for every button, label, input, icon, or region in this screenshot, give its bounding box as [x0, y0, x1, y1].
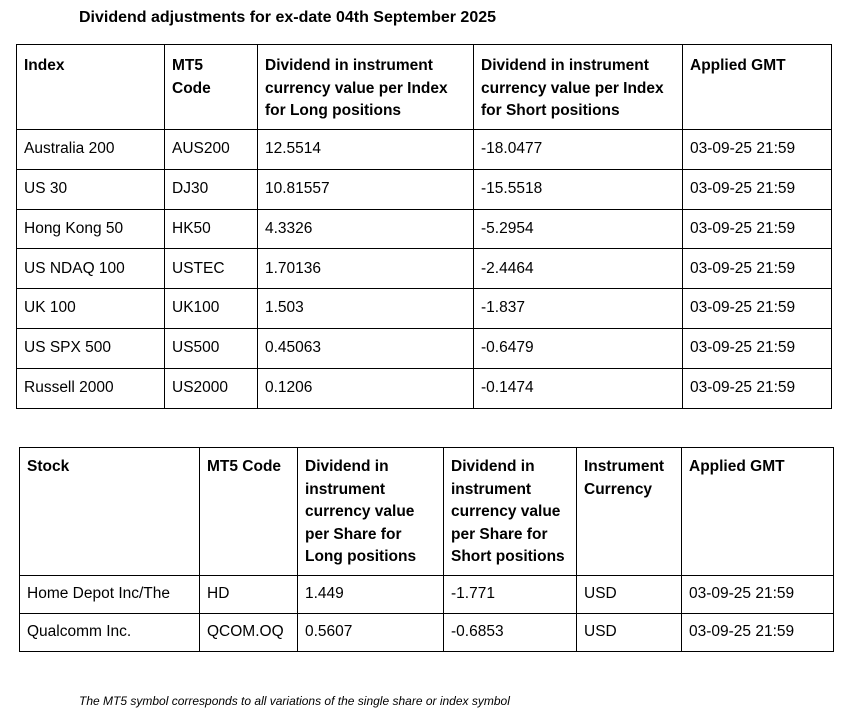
table-cell: 0.5607	[298, 614, 444, 652]
table-cell: USTEC	[165, 249, 258, 289]
table-cell: US500	[165, 328, 258, 368]
table-cell: US2000	[165, 368, 258, 408]
column-header-line: for Long positions	[265, 102, 402, 119]
table-cell: UK 100	[17, 289, 165, 329]
column-header-line: instrument	[305, 480, 386, 498]
table-cell: -1.771	[444, 576, 577, 614]
table-cell: HD	[200, 576, 298, 614]
table-cell: US NDAQ 100	[17, 249, 165, 289]
stock-dividend-table	[19, 447, 834, 652]
table-row	[20, 614, 834, 652]
table-cell: 4.3326	[258, 209, 474, 249]
column-header-line: Applied GMT	[689, 458, 785, 475]
column-header	[20, 448, 200, 576]
index-table-header-row	[17, 45, 832, 130]
table-row	[17, 289, 832, 329]
column-header-line: currency value per Index	[265, 79, 448, 97]
column-header	[577, 448, 682, 576]
table-cell: USD	[577, 576, 682, 614]
table-cell: -0.6479	[474, 328, 683, 368]
column-header-line: Long positions	[305, 548, 417, 565]
table-cell: 03-09-25 21:59	[682, 576, 834, 614]
table-cell: US SPX 500	[17, 328, 165, 368]
table-cell: Home Depot Inc/The	[20, 576, 200, 614]
table-cell: USD	[577, 614, 682, 652]
table-cell: UK100	[165, 289, 258, 329]
table-cell: Australia 200	[17, 130, 165, 170]
table-cell: Russell 2000	[17, 368, 165, 408]
table-cell: AUS200	[165, 130, 258, 170]
table-cell: 0.45063	[258, 328, 474, 368]
table-cell: -5.2954	[474, 209, 683, 249]
column-header	[200, 448, 298, 576]
column-header-line: Dividend in instrument	[481, 57, 649, 74]
index-table-body	[17, 130, 832, 409]
table-cell: 1.503	[258, 289, 474, 329]
column-header-line: Stock	[27, 458, 70, 475]
table-cell: 12.5514	[258, 130, 474, 170]
column-header-line: MT5 Code	[207, 458, 282, 475]
column-header-line: Applied GMT	[690, 57, 786, 74]
table-row	[17, 328, 832, 368]
table-cell: US 30	[17, 169, 165, 209]
column-header-line: Short positions	[451, 548, 565, 565]
table-cell: Qualcomm Inc.	[20, 614, 200, 652]
table-cell: 03-09-25 21:59	[683, 328, 832, 368]
index-dividend-table	[16, 44, 832, 409]
table-cell: 10.81557	[258, 169, 474, 209]
table-cell: -2.4464	[474, 249, 683, 289]
footnote: The MT5 symbol corresponds to all variations of the single share or index symbol	[79, 694, 510, 708]
column-header-line: Index	[24, 57, 65, 74]
table-cell: -15.5518	[474, 169, 683, 209]
table-cell: 03-09-25 21:59	[683, 169, 832, 209]
column-header-line: Dividend in instrument	[265, 57, 433, 74]
table-cell: 03-09-25 21:59	[683, 249, 832, 289]
table-cell: 03-09-25 21:59	[682, 614, 834, 652]
table-cell: -0.6853	[444, 614, 577, 652]
table-cell: QCOM.OQ	[200, 614, 298, 652]
table-cell: -18.0477	[474, 130, 683, 170]
column-header	[165, 45, 258, 130]
table-row	[17, 169, 832, 209]
table-row	[20, 576, 834, 614]
table-cell: 03-09-25 21:59	[683, 209, 832, 249]
table-cell: 0.1206	[258, 368, 474, 408]
table-cell: 03-09-25 21:59	[683, 368, 832, 408]
table-row	[17, 249, 832, 289]
column-header-line: Currency	[584, 480, 653, 498]
table-cell: -0.1474	[474, 368, 683, 408]
table-cell: DJ30	[165, 169, 258, 209]
column-header	[682, 448, 834, 576]
column-header-line: currency value per Index	[481, 79, 664, 97]
column-header-line: per Share for	[305, 525, 402, 543]
table-row	[17, 130, 832, 170]
column-header	[474, 45, 683, 130]
table-cell: HK50	[165, 209, 258, 249]
table-cell: 1.70136	[258, 249, 474, 289]
column-header-line: MT5	[172, 57, 203, 74]
table-cell: 03-09-25 21:59	[683, 289, 832, 329]
table-cell: -1.837	[474, 289, 683, 329]
page-title: Dividend adjustments for ex-date 04th September 2025	[79, 9, 497, 26]
table-cell: 03-09-25 21:59	[683, 130, 832, 170]
column-header-line: currency value	[305, 503, 415, 520]
column-header-line: per Share for	[451, 525, 548, 543]
column-header-line: currency value	[451, 503, 561, 520]
column-header	[258, 45, 474, 130]
table-cell: 1.449	[298, 576, 444, 614]
table-cell: Hong Kong 50	[17, 209, 165, 249]
stock-table-header-row	[20, 448, 834, 576]
table-row	[17, 368, 832, 408]
column-header-line: instrument	[451, 480, 532, 498]
table-row	[17, 209, 832, 249]
column-header	[444, 448, 577, 576]
column-header	[683, 45, 832, 130]
stock-table-body	[20, 576, 834, 652]
column-header	[298, 448, 444, 576]
column-header-line: Dividend in	[451, 458, 535, 475]
column-header-line: Instrument	[584, 458, 665, 475]
column-header	[17, 45, 165, 130]
column-header-line: Code	[172, 79, 211, 97]
column-header-line: Dividend in	[305, 458, 389, 475]
column-header-line: for Short positions	[481, 102, 620, 119]
